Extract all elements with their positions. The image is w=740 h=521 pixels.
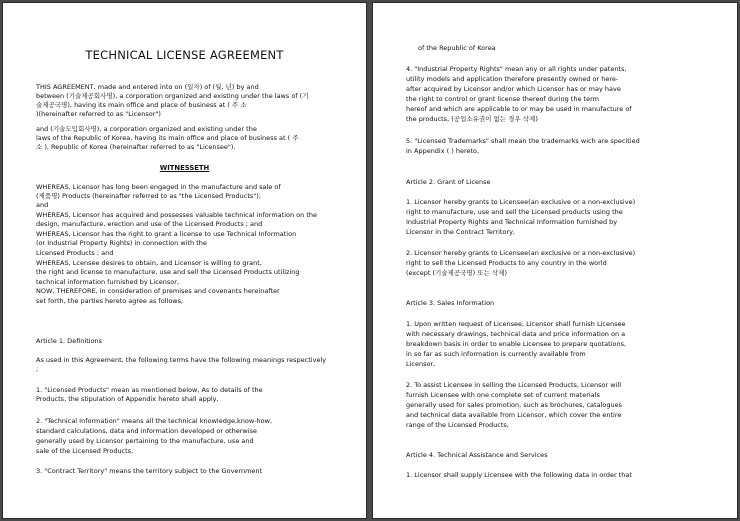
recital-line: design, manufacture, erection and use of the Licensed Products ; and xyxy=(36,220,263,228)
definition-3-line: 3. "Contract Territory" means the territory subject to the Government xyxy=(36,467,263,475)
article-1-intro-line: As used in this Agreement, the following terms have the following meanings respectively xyxy=(36,356,327,364)
article-3-para-1-line: in so far as such information is currently available from xyxy=(406,350,586,358)
recital-line: WHEREAS, Licensor has long been engaged in the manufacture and sale of xyxy=(36,183,281,191)
definition-4-line: utility models and application therefore presently owned or here- xyxy=(406,75,619,83)
recital-line: WHEREAS, Licensor has acquired and possesses valuable technical information on the xyxy=(36,211,317,219)
recital-line: (or Industrial Property Rights) in connection with the xyxy=(36,239,207,247)
article-3-para-2-line: furnish Licensee with one complete set of current materials xyxy=(406,391,600,399)
recital-line: and xyxy=(36,201,49,209)
article-2-heading: Article 2. Grant of License xyxy=(406,178,491,186)
article-3-heading: Article 3. Sales Information xyxy=(406,299,495,307)
definition-3-continuation: of the Republic of Korea xyxy=(418,44,496,52)
article-3-para-1-line: 1. Upon written request of Licensee, Licensor shall furnish Licensee xyxy=(406,320,626,328)
definition-4-line: the right to control or grant license thereof during the term xyxy=(406,95,599,103)
article-2-para-2-line: (except (기술제공국명) 또는 삭제) xyxy=(406,269,507,277)
preamble-line: 소 ), Republic of Korea (hereinafter referred to as "Licensee"). xyxy=(36,143,236,151)
article-3-para-2-line: range of the Licensed Products, xyxy=(406,421,509,429)
article-2-para-2-line: 2. Licensor hereby grants to Licensee(an exclusive or a non-exclusive) xyxy=(406,249,636,257)
definition-2-line: 2. "Technical Information" means all the technical knowledge,know-how, xyxy=(36,417,273,425)
definition-4-line: 4. "Industrial Property Rights" mean any or all rights under patents, xyxy=(406,65,627,73)
recital-line: WHEREAS, Lcensee desires to obtain, and Licensor is willing to grant, xyxy=(36,259,262,267)
article-3-para-2-line: and technical data available from Licensor, which cover the entire xyxy=(406,411,622,419)
article-3-para-1-line: Licensor, xyxy=(406,360,436,368)
article-2-para-1-line: Licensor in the Contract Territory, xyxy=(406,228,515,236)
recital-line: set forth, the parties hereto agree as follows, xyxy=(36,297,184,305)
definition-5-line: 5. "Licensed Trademarks" shall mean the trademarks wich are specitied xyxy=(406,137,640,145)
article-1-heading: Article 1. Definitions xyxy=(36,337,103,345)
article-4-para-1-line: 1. Licensor shall supply Licensee with the following data in order that xyxy=(406,471,632,479)
recital-line: NOW, THEREFORE, in consideration of premises and covenants hereinafter xyxy=(36,287,280,295)
document-page-right xyxy=(373,3,737,518)
article-2-para-1-line: right to manufacture, use and sell the Licensed products using the xyxy=(406,208,623,216)
definition-4-line: the products, (공업소유권이 없는 경우 삭제) xyxy=(406,115,538,123)
recital-line: technical information furnished by Licensor, xyxy=(36,278,180,286)
article-3-para-2-line: generally used for sales promotion, such as brochures, catalogues xyxy=(406,401,622,409)
article-2-para-1-line: Industrial Property Rights and Technical Information furnished by xyxy=(406,218,618,226)
definition-4-line: hereof and which are applicable to or may be used in manufacture of xyxy=(406,105,632,113)
document-page-left xyxy=(3,3,366,518)
article-3-para-1-line: with necessary drawings, technical data and price information on a xyxy=(406,330,626,338)
preamble-line: between (기술제공회사명), a corporation organized and existing under the laws of (기 xyxy=(36,92,309,100)
preamble-line: )(hereinafter referred to as "Licensor") xyxy=(36,110,161,118)
article-2-para-2-line: right to sell the Licensed Products to any country in the world xyxy=(406,259,607,267)
article-2-para-1-line: 1. Licensor hereby grants to Licensee(an exclusive or a non-exclusive) xyxy=(406,198,636,206)
definition-2-line: standard calculations, data and information developed or otherwise xyxy=(36,427,257,435)
definition-2-line: sale of the Licensed Products, xyxy=(36,447,134,455)
preamble-line: THIS AGREEMENT, made and entered into on (일자) of (월, 년) by and xyxy=(36,83,259,91)
preamble-line: 술제공국명), having its main office and place of business at ( 주 소 xyxy=(36,101,247,109)
recital-line: (제품명) Products (hereinafter referred to as "the Licensed Products"); xyxy=(36,192,261,200)
definition-1-line: Products, the stipulation of Appendix hereto shall apply, xyxy=(36,395,219,403)
article-3-para-2-line: 2. To assist Licensee in selling the Licensed Products, Licensor will xyxy=(406,381,622,389)
document-title: TECHNICAL LICENSE AGREEMENT xyxy=(85,48,284,62)
witnesseth-heading: WITNESSETH xyxy=(159,164,210,172)
article-3-para-1-line: breakdown basis in order to enable Licensee to prepare quotations, xyxy=(406,340,627,348)
article-1-intro-line: ; xyxy=(36,365,39,373)
recital-line: WHEREAS, Licensor has the right to grant a license to use Technical Information xyxy=(36,230,297,238)
definition-1-line: 1. "Licensed Products" mean as mentioned below, As to details of the xyxy=(36,386,263,394)
definition-2-line: generally used by Licensor pertaining to the manufacture, use and xyxy=(36,437,254,445)
preamble-line: and (기술도입회사명), a corporation organized and existing under the xyxy=(36,125,257,133)
definition-5-line: in Appendix ( ) hereto, xyxy=(406,147,480,155)
recital-line: Licensed Products ; and xyxy=(36,249,114,257)
preamble-line: laws of the Republic of Korea, having its main office and place of business at ( 주 xyxy=(36,134,299,142)
recital-line: the right and license to manufacture, use and sell the Licensed Products utilizing xyxy=(36,268,300,276)
article-4-heading: Article 4. Technical Assistance and Services xyxy=(406,451,548,459)
definition-4-line: after acquired by Licensor and/or which Licensor has or may have xyxy=(406,85,621,93)
